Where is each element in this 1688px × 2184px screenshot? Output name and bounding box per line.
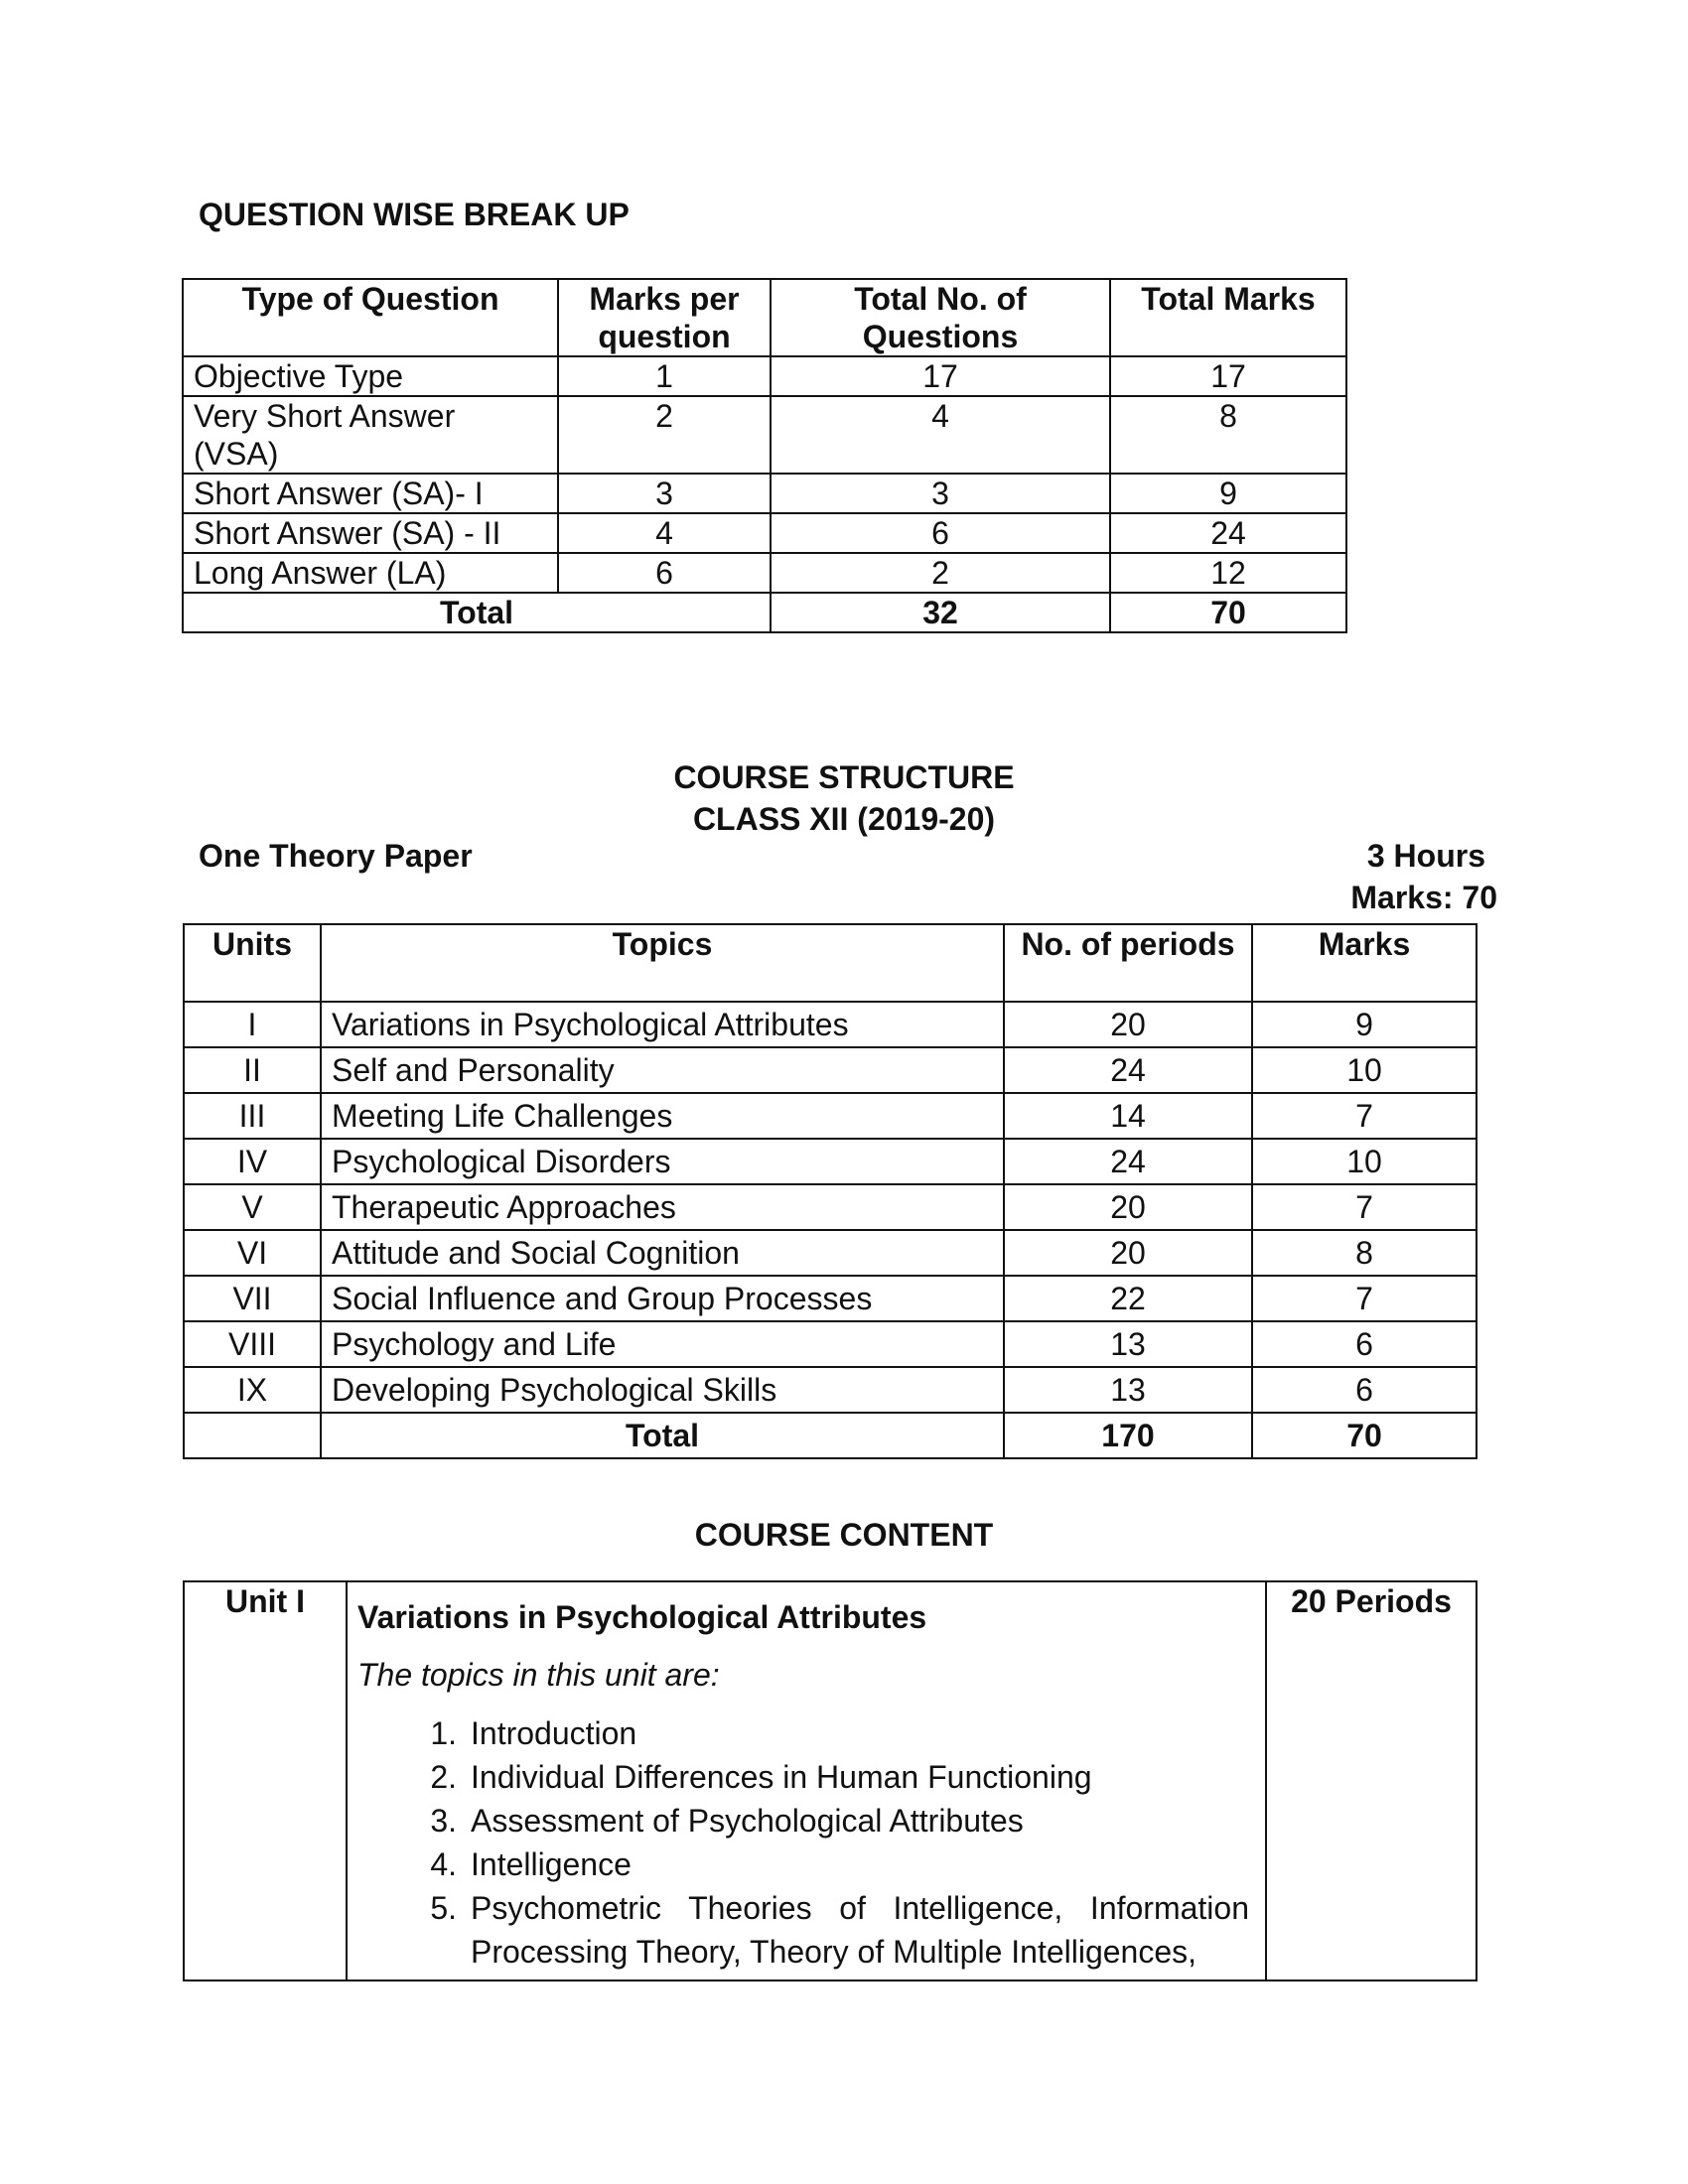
topic-list	[357, 1711, 1255, 1974]
total-label: Total	[183, 593, 771, 632]
paper-label: One Theory Paper	[199, 838, 473, 874]
topic-cell: Attitude and Social Cognition	[321, 1230, 1004, 1276]
unit-cell: IV	[184, 1139, 321, 1184]
list-item-number: 2.	[430, 1759, 457, 1795]
question-count-cell: 6	[771, 513, 1110, 553]
marks-cell: 7	[1252, 1276, 1477, 1321]
topic-cell: Social Influence and Group Processes	[321, 1276, 1004, 1321]
unit-cell: II	[184, 1047, 321, 1093]
question-breakup-title: QUESTION WISE BREAK UP	[199, 197, 630, 232]
list-item-number: 1.	[430, 1715, 457, 1751]
question-count-cell: 4	[771, 396, 1110, 474]
table-row	[184, 1276, 1477, 1321]
course-structure-subtitle: CLASS XII (2019-20)	[692, 801, 996, 837]
total-empty-cell	[184, 1413, 321, 1458]
table-row	[184, 1321, 1477, 1367]
header-marks-per-question: Marks per question	[558, 279, 771, 356]
table-header-row	[183, 279, 1346, 356]
list-item-text: Psychometric Theories of Intelligence, Information Processing Theory, Theory of Multiple Intelligences,	[471, 1890, 1249, 1970]
list-item-number: 5.	[430, 1890, 457, 1926]
topic-cell: Meeting Life Challenges	[321, 1093, 1004, 1139]
marks-cell: 10	[1252, 1139, 1477, 1184]
marks-per-question-cell: 4	[558, 513, 771, 553]
table-row	[183, 356, 1346, 396]
header-topics: Topics	[321, 924, 1004, 1002]
course-content-title: COURSE CONTENT	[694, 1517, 994, 1553]
list-item	[357, 1886, 1255, 1974]
total-marks-cell: 24	[1110, 513, 1346, 553]
marks-cell: 6	[1252, 1367, 1477, 1413]
total-questions: 32	[771, 593, 1110, 632]
list-item-text: Assessment of Psychological Attributes	[471, 1803, 1024, 1839]
topic-cell: Therapeutic Approaches	[321, 1184, 1004, 1230]
marks-cell: 6	[1252, 1321, 1477, 1367]
header-total-questions: Total No. of Questions	[771, 279, 1110, 356]
question-type-cell: Long Answer (LA)	[183, 553, 558, 593]
unit-cell: VII	[184, 1276, 321, 1321]
unit-cell: I	[184, 1002, 321, 1047]
header-periods: No. of periods	[1004, 924, 1252, 1002]
table-row	[183, 396, 1346, 474]
total-marks: 70	[1252, 1413, 1477, 1458]
list-item	[357, 1755, 1255, 1799]
marks-cell: 10	[1252, 1047, 1477, 1093]
question-count-cell: 2	[771, 553, 1110, 593]
unit-title: Variations in Psychological Attributes	[357, 1599, 927, 1635]
course-structure-table	[183, 923, 1477, 1459]
total-label: Total	[321, 1413, 1004, 1458]
periods-cell: 24	[1004, 1047, 1252, 1093]
unit-cell: IX	[184, 1367, 321, 1413]
marks-per-question-cell: 1	[558, 356, 771, 396]
table-row	[184, 1047, 1477, 1093]
marks-per-question-cell: 6	[558, 553, 771, 593]
table-row	[183, 513, 1346, 553]
unit-cell: III	[184, 1093, 321, 1139]
table-row	[184, 1367, 1477, 1413]
question-breakup-table	[182, 278, 1347, 633]
table-row	[184, 1184, 1477, 1230]
question-count-cell: 17	[771, 356, 1110, 396]
periods-cell: 20	[1004, 1002, 1252, 1047]
topic-cell: Psychology and Life	[321, 1321, 1004, 1367]
topic-cell: Psychological Disorders	[321, 1139, 1004, 1184]
periods-cell: 14	[1004, 1093, 1252, 1139]
question-type-cell: Short Answer (SA) - II	[183, 513, 558, 553]
question-type-cell: Objective Type	[183, 356, 558, 396]
header-type-of-question: Type of Question	[183, 279, 558, 356]
periods-cell: 13	[1004, 1321, 1252, 1367]
unit-cell: VI	[184, 1230, 321, 1276]
table-total-row	[184, 1413, 1477, 1458]
marks-cell: 8	[1252, 1230, 1477, 1276]
table-row	[184, 1230, 1477, 1276]
table-row	[183, 553, 1346, 593]
total-marks-cell: 8	[1110, 396, 1346, 474]
header-units: Units	[184, 924, 321, 1002]
periods-cell: 20	[1004, 1184, 1252, 1230]
periods-cell: 24	[1004, 1139, 1252, 1184]
hours-label: 3 Hours	[1366, 838, 1485, 874]
course-structure-title: COURSE STRUCTURE	[673, 759, 1015, 795]
question-count-cell: 3	[771, 474, 1110, 513]
total-periods: 170	[1004, 1413, 1252, 1458]
course-content-table	[183, 1580, 1477, 1981]
topic-cell: Developing Psychological Skills	[321, 1367, 1004, 1413]
total-marks-cell: 12	[1110, 553, 1346, 593]
marks-label: Marks: 70	[1350, 880, 1497, 915]
table-header-row	[184, 924, 1477, 1002]
unit-content	[347, 1581, 1266, 1980]
total-marks-cell: 9	[1110, 474, 1346, 513]
list-item-text: Intelligence	[471, 1846, 632, 1882]
list-item	[357, 1711, 1255, 1755]
marks-cell: 7	[1252, 1184, 1477, 1230]
total-marks-cell: 17	[1110, 356, 1346, 396]
list-item-number: 3.	[430, 1803, 457, 1839]
header-total-marks: Total Marks	[1110, 279, 1346, 356]
table-row	[184, 1093, 1477, 1139]
total-marks: 70	[1110, 593, 1346, 632]
topic-cell: Self and Personality	[321, 1047, 1004, 1093]
unit-intro: The topics in this unit are:	[357, 1657, 720, 1693]
unit-periods: 20 Periods	[1266, 1581, 1477, 1980]
periods-cell: 13	[1004, 1367, 1252, 1413]
list-item-text: Individual Differences in Human Functioning	[471, 1759, 1092, 1795]
unit-cell: V	[184, 1184, 321, 1230]
marks-per-question-cell: 2	[558, 396, 771, 474]
unit-cell: VIII	[184, 1321, 321, 1367]
marks-per-question-cell: 3	[558, 474, 771, 513]
table-row	[183, 474, 1346, 513]
list-item-text: Introduction	[471, 1715, 637, 1751]
periods-cell: 20	[1004, 1230, 1252, 1276]
topic-cell: Variations in Psychological Attributes	[321, 1002, 1004, 1047]
question-type-cell: Very Short Answer (VSA)	[183, 396, 558, 474]
header-marks: Marks	[1252, 924, 1477, 1002]
question-type-cell: Short Answer (SA)- I	[183, 474, 558, 513]
list-item	[357, 1799, 1255, 1843]
table-row	[184, 1139, 1477, 1184]
course-structure-heading	[0, 756, 1688, 840]
table-total-row	[183, 593, 1346, 632]
marks-cell: 9	[1252, 1002, 1477, 1047]
unit-row	[184, 1581, 1477, 1980]
list-item-number: 4.	[430, 1846, 457, 1882]
periods-cell: 22	[1004, 1276, 1252, 1321]
marks-cell: 7	[1252, 1093, 1477, 1139]
list-item	[357, 1843, 1255, 1886]
table-row	[184, 1002, 1477, 1047]
unit-label: Unit I	[184, 1581, 347, 1980]
